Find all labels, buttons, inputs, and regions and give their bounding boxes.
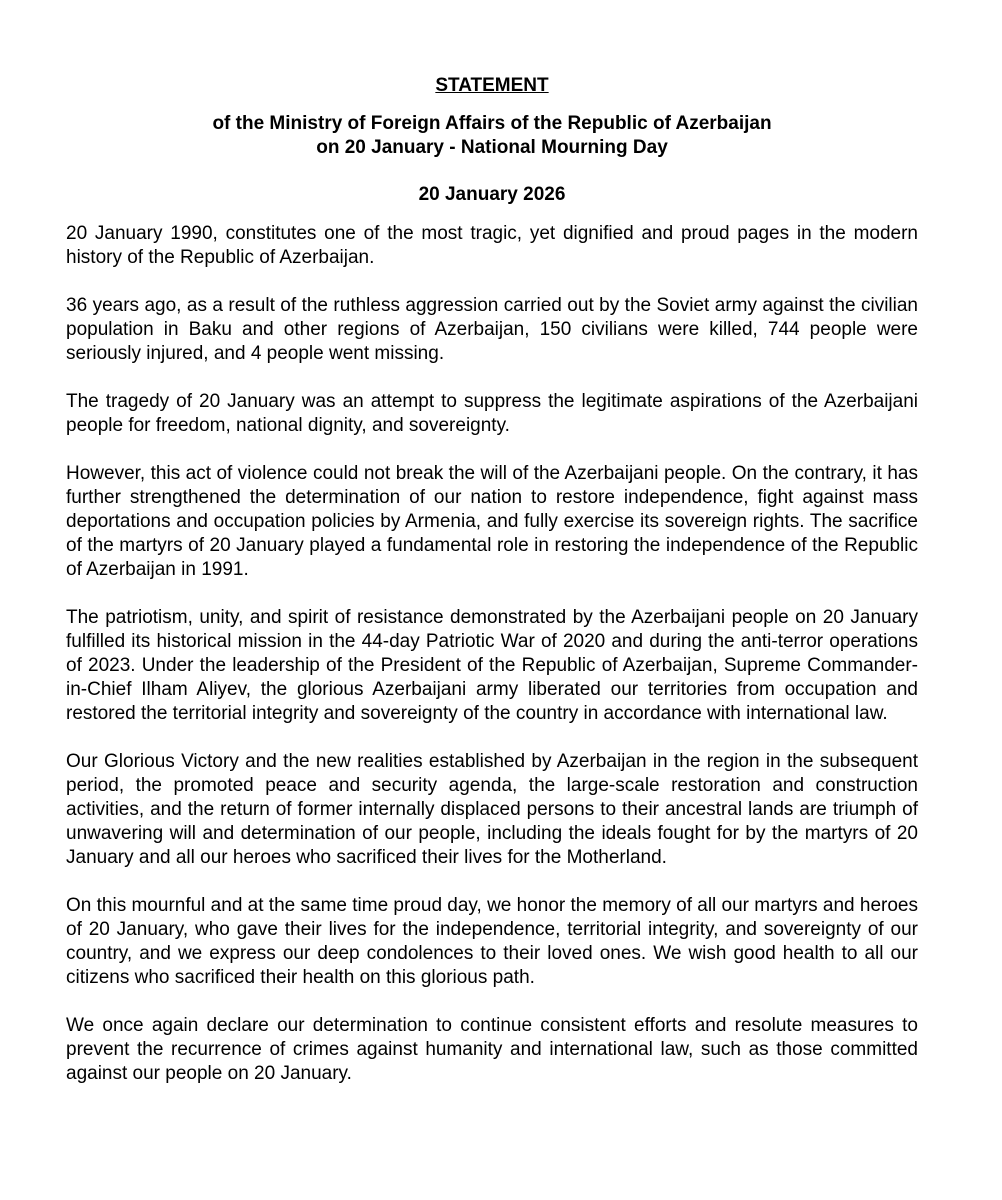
document-subtitle [66, 112, 918, 160]
paragraph-4: However, this act of violence could not break the will of the Azerbaijani people. On the contrary, it has further strengthened the determination of our nation to restore independence, fight against mass deportations and occupation policies by Armenia, and fully exercise its sovereign rights. The sacrifice of the martyrs of 20 January played a fundamental role in restoring the independence of the Republic of Azerbaijan in 1991. [66, 463, 918, 580]
subtitle-line-2: on 20 January - National Mourning Day [316, 137, 668, 158]
paragraph-7: On this mournful and at the same time proud day, we honor the memory of all our martyrs and heroes of 20 January, who gave their lives for the independence, territorial integrity, and sovereignty of our country, and we express our deep condolences to their loved ones. We wish good health to all our citizens who sacrificed their health on this glorious path. [66, 895, 918, 988]
paragraph-2: 36 years ago, as a result of the ruthless aggression carried out by the Soviet army against the civilian population in Baku and other regions of Azerbaijan, 150 civilians were killed, 744 people were seriously injured, and 4 people went missing. [66, 295, 918, 364]
statement-document [66, 74, 918, 1086]
paragraph-1: 20 January 1990, constitutes one of the most tragic, yet dignified and proud pages in the modern history of the Republic of Azerbaijan. [66, 223, 918, 268]
paragraph-8: We once again declare our determination to continue consistent efforts and resolute measures to prevent the recurrence of crimes against humanity and international law, such as those committed against our people on 20 January. [66, 1015, 918, 1084]
paragraph-3: The tragedy of 20 January was an attempt to suppress the legitimate aspirations of the Azerbaijani people for freedom, national dignity, and sovereignty. [66, 391, 918, 436]
paragraph-5: The patriotism, unity, and spirit of resistance demonstrated by the Azerbaijani people on 20 January fulfilled its historical mission in the 44-day Patriotic War of 2020 and during the anti-terror operations of 2023. Under the leadership of the President of the Republic of Azerbaijan, Supreme Commander-in-Chief Ilham Aliyev, the glorious Azerbaijani army liberated our territories from occupation and restored the territorial integrity and sovereignty of the country in accordance with international law. [66, 607, 918, 724]
subtitle-line-1: of the Ministry of Foreign Affairs of the Republic of Azerbaijan [212, 113, 772, 134]
paragraph-6: Our Glorious Victory and the new realities established by Azerbaijan in the region in the subsequent period, the promoted peace and security agenda, the large-scale restoration and construction activities, and the return of former internally displaced persons to their ancestral lands are triumph of unwavering will and determination of our people, including the ideals fought for by the martyrs of 20 January and all our heroes who sacrificed their lives for the Motherland. [66, 751, 918, 868]
document-date: 20 January 2026 [418, 184, 566, 205]
document-title: STATEMENT [435, 75, 549, 96]
